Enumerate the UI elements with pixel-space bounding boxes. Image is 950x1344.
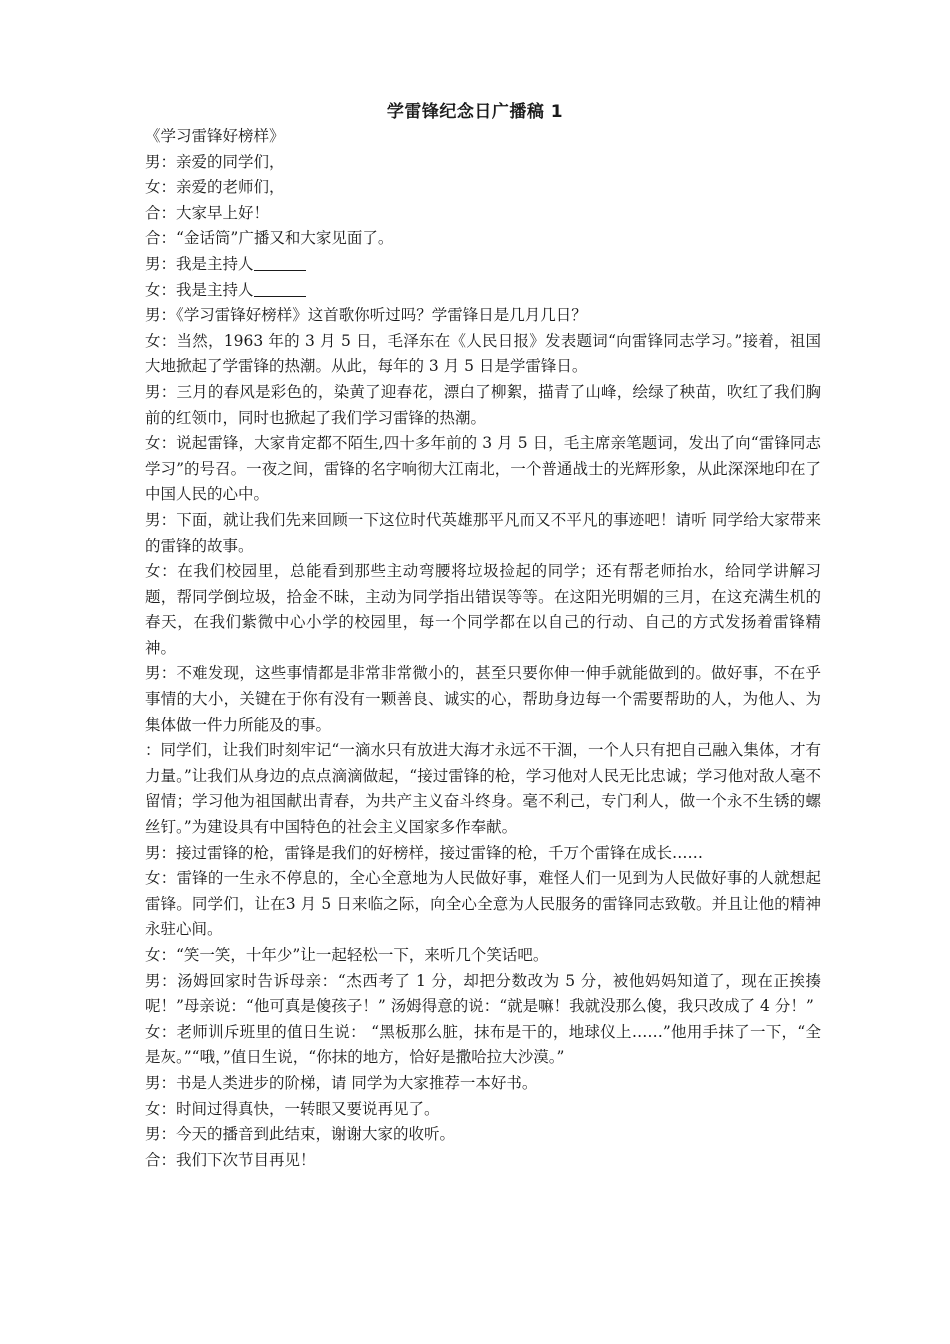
document-title: 学雷锋纪念日广播稿 1 xyxy=(386,102,564,122)
dialogue-line: 女：在我们校园里，总能看到那些主动弯腰将垃圾捡起的同学；还有帮老师抬水，给同学讲解习题，帮同学倒垃圾，拾金不昧，主动为同学指出错误等等。在这阳光明媚的三月，在这充满生机的春天，在我们紫微中心小学的校园里，每一个同学都在以自己的行动、自己的方式发扬着雷锋精神。 xyxy=(145,562,821,657)
dialogue-line: 合：我们下次节目再见！ xyxy=(145,1150,316,1169)
dialogue-line: 男：汤姆回家时告诉母亲：“杰西考了 1 分，却把分数改为 5 分，被他妈妈知道了，现在正挨揍呢！”母亲说：“他可真是傻孩子！” 汤姆得意的说：“就是嘛！我就没那么傻，我只改成了 4 分！” xyxy=(145,971,821,1016)
dialogue-line: 男：不难发现，这些事情都是非常非常微小的，甚至只要你伸一伸手就能做到的。做好事，不在乎事情的大小，关键在于你有没有一颗善良、诚实的心，帮助身边每一个需要帮助的人，为他人、为集体做一件力所能及的事。 xyxy=(145,664,821,734)
dialogue-line: 女：雷锋的一生永不停息的，全心全意地为人民做好事，难怪人们一见到为人民做好事的人就想起雷锋。同学们，让在3 月 5 日来临之际，向全心全意为人民服务的雷锋同志致敬。并且让他的精神永驻心间。 xyxy=(145,869,821,939)
dialogue-line: 男：今天的播音到此结束，谢谢大家的收听。 xyxy=(145,1125,456,1144)
dialogue-line: 女：当然，1963 年的 3 月 5 日，毛泽东在《人民日报》发表题词“向雷锋同志学习。”接着，祖国大地掀起了学雷锋的热潮。从此，每年的 3 月 5 日是学雷锋日。 xyxy=(145,331,821,376)
name-blank xyxy=(254,280,306,297)
host-intro-line xyxy=(145,278,821,304)
dialogue-line: ：同学们，让我们时刻牢记“一滴水只有放进大海才永远不干涸，一个人只有把自己融入集体，才有力量。”让我们从身边的点点滴滴做起，“接过雷锋的枪，学习他对人民无比忠诚；学习他对敌人毫不留情；学习他为祖国献出青春，为共产主义奋斗终身。毫不利己，专门利人，做一个永不生锈的螺丝钉。”为建设具有中国特色的社会主义国家多作奉献。 xyxy=(145,741,821,837)
dialogue-line: 男：三月的春风是彩色的，染黄了迎春花，漂白了柳絮，描青了山峰，绘绿了秧苗，吹红了我们胸前的红领巾，同时也掀起了我们学习雷锋的热潮。 xyxy=(145,382,821,427)
host-intro-text: 女：我是主持人 xyxy=(145,280,254,299)
dialogue-line: 女：说起雷锋，大家肯定都不陌生,四十多年前的 3 月 5 日，毛主席亲笔题词，发出了向“雷锋同志学习”的号召。一夜之间，雷锋的名字响彻大江南北，一个普通战士的光辉形象，从此深深地印在了中国人民的心中。 xyxy=(145,434,821,504)
dialogue-line: 合：大家早上好！ xyxy=(145,203,270,222)
dialogue-line: 合：“金话筒”广播又和大家见面了。 xyxy=(145,229,394,248)
name-blank xyxy=(254,254,306,271)
dialogue-line: 女：老师训斥班里的值日生说： “黑板那么脏，抹布是干的，地球仪上……”他用手抹了一下，“全是灰。”“哦，”值日生说，“你抹的地方，恰好是撒哈拉大沙漠。” xyxy=(145,1022,821,1067)
dialogue-line: 男：书是人类进步的阶梯，请 同学为大家推荐一本好书。 xyxy=(145,1073,538,1092)
dialogue-line: 男：亲爱的同学们， xyxy=(145,152,285,171)
host-intro-line xyxy=(145,252,821,278)
dialogue-line: 女：“笑一笑，十年少”让一起轻松一下，来听几个笑话吧。 xyxy=(145,946,549,964)
song-title-line: 《学习雷锋好榜样》 xyxy=(145,127,285,145)
document-body xyxy=(145,124,821,1173)
dialogue-line: 男：接过雷锋的枪，雷锋是我们的好榜样，接过雷锋的枪，千万个雷锋在成长…… xyxy=(145,843,704,862)
host-intro-text: 男：我是主持人 xyxy=(145,254,254,273)
dialogue-line: 男：《学习雷锋好榜样》这首歌你听过吗？学雷锋日是几月几日？ xyxy=(145,306,587,325)
dialogue-line: 女：亲爱的老师们， xyxy=(145,178,285,197)
dialogue-line: 女：时间过得真快，一转眼又要说再见了。 xyxy=(145,1099,440,1118)
dialogue-line: 男：下面，就让我们先来回顾一下这位时代英雄那平凡而又不平凡的事迹吧！请听 同学给大家带来的雷锋的故事。 xyxy=(145,510,821,555)
